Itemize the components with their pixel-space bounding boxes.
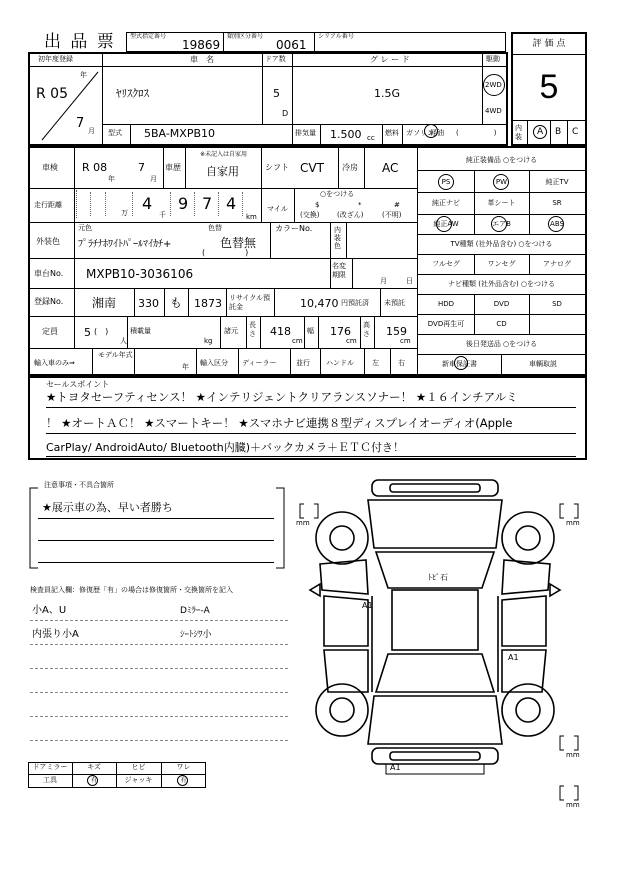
nav-hdd: HDD xyxy=(437,300,455,308)
displacement-value: 1.500 xyxy=(330,128,362,141)
legend-scratch: キズ xyxy=(87,763,101,771)
legend-break: ワレ xyxy=(176,763,191,771)
equip-tv: 純正TV xyxy=(545,178,569,186)
sales-line: ★トヨタセーフティセンス！ ★インテリジェントクリアランスソナー！ ★１６インチアルミ xyxy=(46,392,576,408)
equip-pw: PW xyxy=(495,178,508,186)
length-cm: cm xyxy=(292,337,303,345)
inspector-note: ｼｰﾄｼﾜ小 xyxy=(180,630,212,640)
model-label: 型式 xyxy=(108,129,122,137)
nav-dvd: DVD xyxy=(493,300,510,308)
cooler-label: 冷房 xyxy=(342,163,358,172)
mileage-digit: 4 xyxy=(226,194,237,213)
legend-jack-yes: 有 xyxy=(180,777,187,784)
mileage-digits xyxy=(76,190,256,220)
score-box xyxy=(511,32,587,146)
car-diagram xyxy=(290,478,600,818)
orig-color-value: ﾌﾟﾗﾁﾅﾎﾜｲﾄﾊﾟｰﾙﾏｲｶﾁ+ xyxy=(78,239,172,250)
interior-b: B xyxy=(555,127,562,137)
doors-label: ドア数 xyxy=(265,55,286,63)
notes-block xyxy=(28,481,286,570)
reg-area: 湘南 xyxy=(92,296,117,310)
width-label: 幅 xyxy=(307,327,314,335)
capacity-unit: 人 xyxy=(120,337,127,345)
nav-dvd-play: DVD再生可 xyxy=(427,320,465,328)
color-change-label: 色替 xyxy=(208,224,222,232)
later-head: 後日発送品 ○をつける xyxy=(465,340,538,348)
height-label: 高さ xyxy=(363,321,370,338)
sheet-title: 出 品 票 xyxy=(44,32,116,52)
chip-annotation: ﾄﾋﾟ石 xyxy=(428,573,448,582)
capacity-label: 定員 xyxy=(42,327,58,336)
type-cert-value: 19869 xyxy=(182,38,221,52)
mileage-digit: 7 xyxy=(202,194,213,213)
drive-label: 駆動 xyxy=(486,55,500,63)
recycle-unpaid: 未預託 xyxy=(384,299,405,307)
inspection-label: 車検 xyxy=(42,163,58,172)
type-cert-label: 型式指定番号 xyxy=(130,33,167,40)
sales-point-block xyxy=(28,376,587,460)
mark-unknown-sym: # xyxy=(394,201,400,209)
mm-label: mm xyxy=(566,751,580,759)
cc-unit: cc xyxy=(367,134,375,142)
drive-4wd: 4WD xyxy=(485,107,502,115)
inspector-note: 内張り小A xyxy=(32,629,79,640)
legend-mirror: ドアミラー xyxy=(32,763,68,771)
fuel-gas: ガソリン xyxy=(406,129,434,137)
door-sub: D xyxy=(282,109,289,118)
dealer-option: ディーラー xyxy=(242,359,277,367)
equip-navi: 純正ナビ xyxy=(432,199,460,207)
model-year-label: モデル年式 xyxy=(98,351,133,359)
capacity-paren: ( ) xyxy=(94,327,109,336)
load-label: 積載量 xyxy=(130,327,151,335)
handle-left: 左 xyxy=(372,359,379,367)
year-mark: 年 xyxy=(80,71,87,79)
notes-label: 注意事項・不具合箇所 xyxy=(44,481,114,489)
inspector-lines xyxy=(30,600,290,750)
first-reg-label: 初年度登録 xyxy=(38,55,73,63)
height-value: 159 xyxy=(386,325,407,338)
import-class-label: 輸入区分 xyxy=(200,359,228,367)
tv-oneseg: ワンセグ xyxy=(487,260,516,268)
interior-label: 内装 xyxy=(515,124,522,141)
mileage-label: 走行距離 xyxy=(34,201,62,209)
tv-analog: アナログ xyxy=(543,260,571,268)
cooler-value: AC xyxy=(382,161,399,175)
mark-head: ○をつける xyxy=(320,190,355,198)
inspector-label: 検査員記入欄：修復歴「有」の場合は修復箇所・交換箇所を記入 xyxy=(30,586,233,594)
mark-exchange: (交換) xyxy=(300,211,320,219)
details-block xyxy=(28,146,587,376)
score-value: 5 xyxy=(539,68,559,106)
tv-head: TV種類 (社外品含む) ○をつける xyxy=(450,240,553,248)
damage-annotation: A1 xyxy=(390,763,401,772)
car-name-label: 車 名 xyxy=(190,55,214,64)
shift-label: シフト xyxy=(265,163,289,172)
mm-label: mm xyxy=(566,801,580,809)
basic-info-block xyxy=(28,52,508,146)
equipment-head: 純正装備品 ○をつける xyxy=(465,156,538,164)
length-value: 418 xyxy=(270,325,291,338)
reg-kana: も xyxy=(170,296,183,310)
handle-label: ハンドル xyxy=(326,359,354,367)
class-box xyxy=(223,32,315,52)
reg-number: 1873 xyxy=(194,297,222,310)
class-label: 類別区分番号 xyxy=(227,33,264,40)
sales-label: セールスポイント xyxy=(46,380,110,389)
vin-value: MXPB10-3036106 xyxy=(86,267,194,281)
legend-tools: 工具 xyxy=(43,776,57,784)
tv-fullseg: フルセグ xyxy=(432,260,460,268)
inspector-note: Dﾐﾗｰ-A xyxy=(180,606,210,616)
mileage-digit: 9 xyxy=(178,194,189,213)
mileage-km: km xyxy=(246,213,257,221)
type-cert-box xyxy=(126,32,224,52)
interior-color-label: 内装色 xyxy=(334,226,341,250)
interior-c: C xyxy=(572,127,579,137)
fuel-label: 燃料 xyxy=(385,129,399,137)
grade-value: 1.5G xyxy=(374,87,401,100)
capacity-value: 5 xyxy=(84,326,91,339)
equip-abs: ABS xyxy=(550,220,564,228)
month-value: 7 xyxy=(76,116,85,131)
reg-class: 330 xyxy=(138,297,159,310)
color-paren: ( ) xyxy=(202,248,249,257)
height-cm: cm xyxy=(400,337,411,345)
name-change-month: 月 xyxy=(380,277,387,285)
later-manual: 車輌取説 xyxy=(529,360,557,368)
legend-tools-yes: 有 xyxy=(90,777,97,784)
history-label: 車歴 xyxy=(165,163,181,172)
inspection-era: R 08 xyxy=(82,161,108,174)
car-name: ﾔﾘｽｸﾛｽ xyxy=(116,87,149,100)
name-change-label: 名変期限 xyxy=(332,262,346,279)
inspector-note: 小A、U xyxy=(32,605,67,616)
interior-a: A xyxy=(537,127,544,137)
mark-altered: (改ざん) xyxy=(337,211,364,219)
damage-annotation: A1 xyxy=(508,653,519,662)
drive-2wd: 2WD xyxy=(485,81,502,89)
history-note: ※未記入は自家用 xyxy=(200,151,248,158)
mark-altered-sym: * xyxy=(358,201,362,209)
equip-airbag: エアB xyxy=(492,220,511,228)
parallel-option: 並行 xyxy=(296,359,310,367)
reg-label: 登録No. xyxy=(34,297,64,306)
mark-exchange-sym: $ xyxy=(315,201,320,209)
name-change-day: 日 xyxy=(406,277,413,285)
nav-head: ナビ種類 (社外品含む) ○をつける xyxy=(447,280,556,288)
inspection-year: 年 xyxy=(108,175,115,183)
shift-value: CVT xyxy=(300,161,324,175)
model-value: 5BA-MXPB10 xyxy=(144,127,216,140)
notes-line: ★展示車の為、早い者勝ち xyxy=(42,501,173,514)
mile-label: マイル xyxy=(267,205,288,213)
model-year-unit: 年 xyxy=(182,363,189,371)
doors-value: 5 xyxy=(273,87,280,100)
mm-label: mm xyxy=(296,519,310,527)
legend-jack: ジャッキ xyxy=(124,776,153,784)
vin-label: 車台No. xyxy=(34,269,64,278)
later-warranty: 新車保証書 xyxy=(442,360,477,368)
import-label: 輸入車のみ⇒ xyxy=(34,359,75,367)
car-outline-icon xyxy=(290,478,600,818)
nav-sd: SD xyxy=(552,300,562,308)
recycle-label: リサイクル預託金 xyxy=(229,294,271,311)
first-reg-era: R 05 xyxy=(36,86,68,102)
recycle-unit: 円預託済 xyxy=(341,299,369,307)
displacement-label: 排気量 xyxy=(295,129,316,137)
equip-aw: 純正AW xyxy=(433,220,459,228)
damage-annotation: A1 xyxy=(362,601,373,610)
legend-crack: ヒビ xyxy=(131,763,146,771)
width-cm: cm xyxy=(346,337,357,345)
sales-line: ！ ★オートＡＣ！ ★スマートキー！ ★スマホナビ連携８型ディスプレイオーディオ(Apple xyxy=(46,418,576,434)
orig-color-label: 元色 xyxy=(78,224,92,232)
equip-leather: 革シート xyxy=(487,199,516,207)
mileage-man: 万 xyxy=(121,209,128,217)
equip-ps: PS xyxy=(441,178,451,186)
month-mark: 月 xyxy=(88,127,95,135)
fuel-paren: ( ) xyxy=(456,129,497,137)
mileage-digit: 4 xyxy=(142,194,153,213)
mm-label: mm xyxy=(566,519,580,527)
serial-box xyxy=(314,32,506,52)
grade-label: グ レ ー ド xyxy=(370,55,410,64)
color-label: 外装色 xyxy=(36,237,60,246)
recycle-value: 10,470 xyxy=(300,297,339,310)
size-label: 諸元 xyxy=(224,327,238,335)
fuel-light: 軽油 xyxy=(430,129,444,137)
serial-label: シリアル番号 xyxy=(318,33,354,40)
inspection-month-mark: 月 xyxy=(150,175,157,183)
width-value: 176 xyxy=(330,325,351,338)
class-value: 0061 xyxy=(276,38,307,52)
legend-table xyxy=(28,762,206,788)
history-value: 自家用 xyxy=(206,165,239,178)
load-unit: kg xyxy=(204,337,213,345)
equipment-panel xyxy=(418,148,585,374)
color-change-value: 色替無 xyxy=(220,236,257,250)
sales-line: CarPlay/ AndroidAuto/ Bluetooth内臓)＋バックカメラ＋ＥＴＣ付き！ xyxy=(46,442,576,457)
handle-right: 右 xyxy=(398,359,405,367)
mileage-sen: 千 xyxy=(159,211,166,219)
equip-sr: SR xyxy=(552,199,562,207)
mark-unknown: (不明) xyxy=(382,211,402,219)
inspection-month: 7 xyxy=(138,161,145,174)
score-label: 評 価 点 xyxy=(532,39,566,49)
color-no-label: カラーNo. xyxy=(275,224,313,233)
length-label: 長さ xyxy=(249,321,256,338)
nav-cd: CD xyxy=(496,320,507,328)
